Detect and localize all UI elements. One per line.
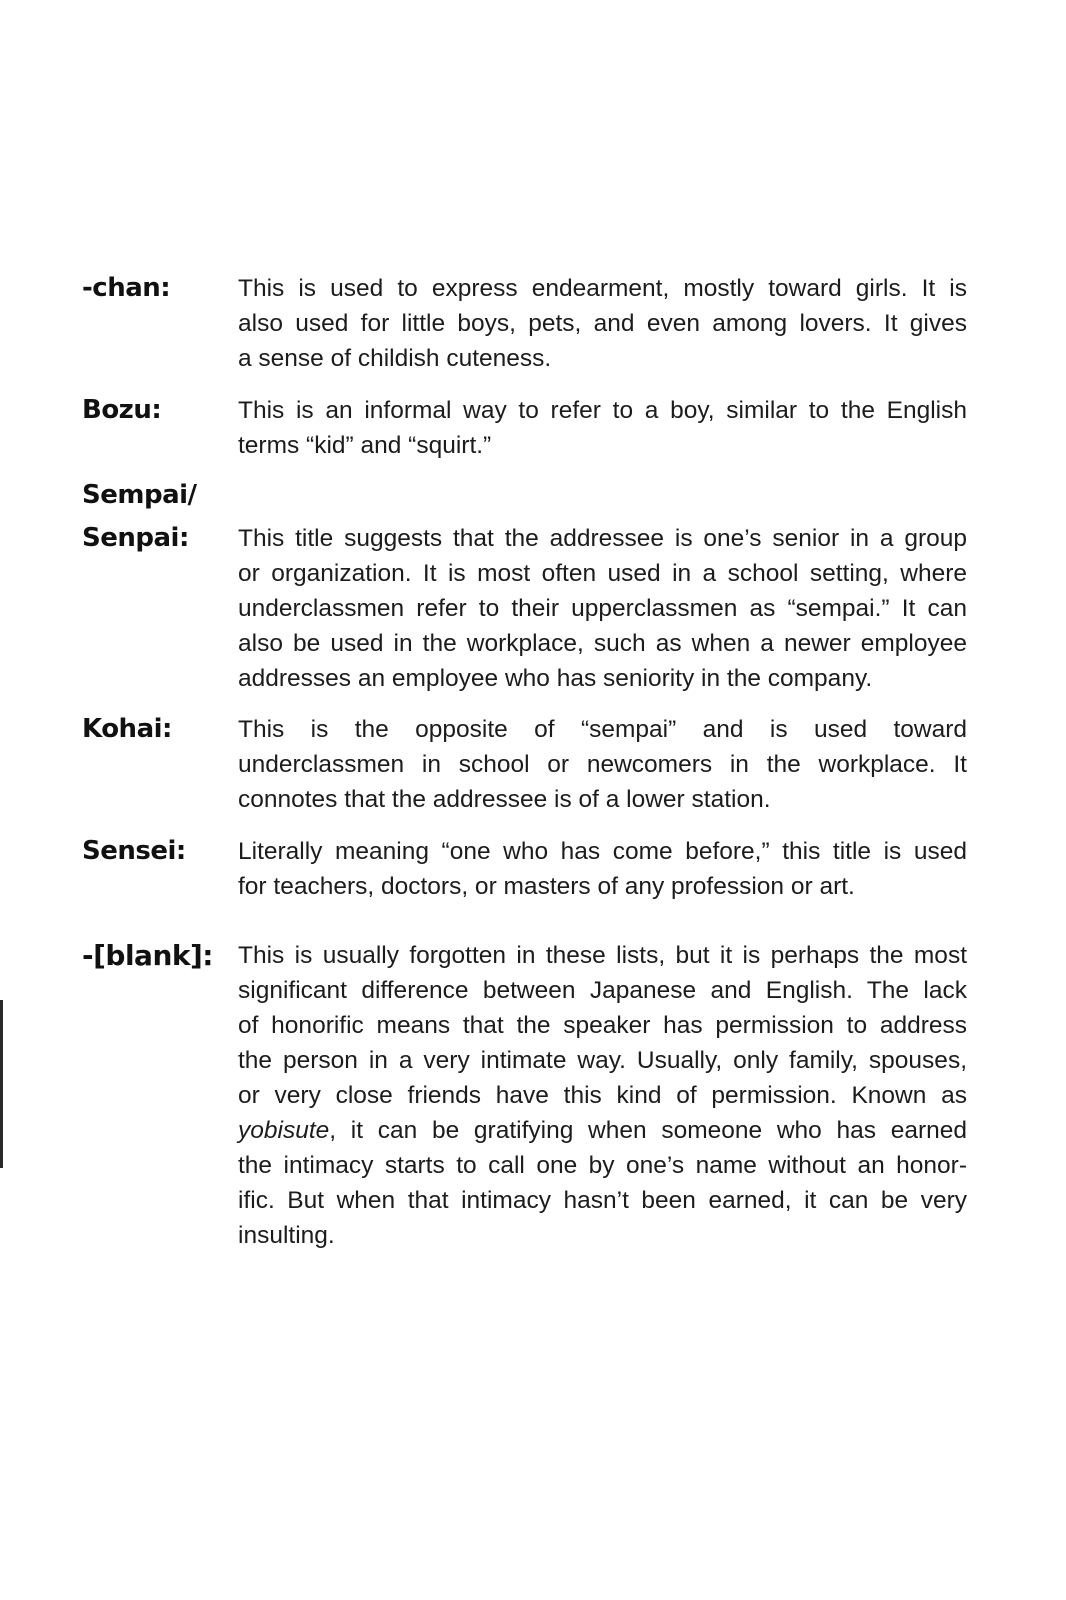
definition-sensei [238, 834, 967, 904]
definition-sempai [238, 521, 967, 696]
definition-line: addresses an employee who has seniority in the company. [238, 665, 873, 692]
definition-line: for teachers, doctors, or masters of any profession or art. [238, 873, 855, 900]
term-senpai: Senpai: [82, 523, 189, 553]
definition-line: terms “kid” and “squirt.” [238, 432, 492, 459]
definition-line: This is usually forgotten in these lists, but it is perhaps the most [238, 942, 967, 969]
definition-line: or very close friends have this kind of permission. Known as [238, 1082, 967, 1109]
term-bozu: Bozu: [82, 395, 162, 425]
definition-line-yobisute [238, 1113, 967, 1148]
definition-blank [238, 938, 967, 1253]
term-sensei: Sensei: [82, 836, 186, 866]
definition-line: Literally meaning “one who has come before,” this title is used [238, 838, 967, 865]
definition-line: This is the opposite of “sempai” and is used toward [238, 716, 967, 743]
definition-line: ific. But when that intimacy hasn’t been earned, it can be very [238, 1187, 967, 1214]
definition-line: significant difference between Japanese and English. The lack [238, 977, 967, 1004]
definition-line: underclassmen in school or newcomers in the workplace. It [238, 751, 967, 778]
definition-bozu [238, 393, 967, 463]
definition-line: This title suggests that the addressee is one’s senior in a group [238, 525, 967, 552]
definition-line: also be used in the workplace, such as when a newer employee [238, 630, 967, 657]
definition-line: This is an informal way to refer to a boy, similar to the English [238, 397, 967, 424]
definition-line: the person in a very intimate way. Usually, only family, spouses, [238, 1047, 967, 1074]
term-kohai: Kohai: [82, 714, 172, 744]
page-edge-mark [0, 1000, 3, 1168]
definition-line: insulting. [238, 1222, 335, 1249]
definition-line: connotes that the addressee is of a lower station. [238, 786, 771, 813]
definition-line: of honorific means that the speaker has permission to address [238, 1012, 967, 1039]
definition-chan [238, 271, 967, 376]
term-sempai: Sempai/ [82, 480, 197, 510]
definition-line-rest: , it can be gratifying when someone who has earned [329, 1117, 967, 1144]
definition-line: or organization. It is most often used in a school setting, where [238, 560, 967, 587]
definition-line: the intimacy starts to call one by one’s name without an honor- [238, 1152, 967, 1179]
definition-line: underclassmen refer to their upperclassmen as “sempai.” It can [238, 595, 967, 622]
definition-line: a sense of childish cuteness. [238, 345, 552, 372]
definition-line: This is used to express endearment, mostly toward girls. It is [238, 275, 967, 302]
definition-kohai [238, 712, 967, 817]
italic-term: yobisute [238, 1117, 330, 1144]
definition-line: also used for little boys, pets, and even among lovers. It gives [238, 310, 967, 337]
term-blank: -[blank]: [82, 939, 214, 972]
term-chan: -chan: [82, 273, 171, 303]
